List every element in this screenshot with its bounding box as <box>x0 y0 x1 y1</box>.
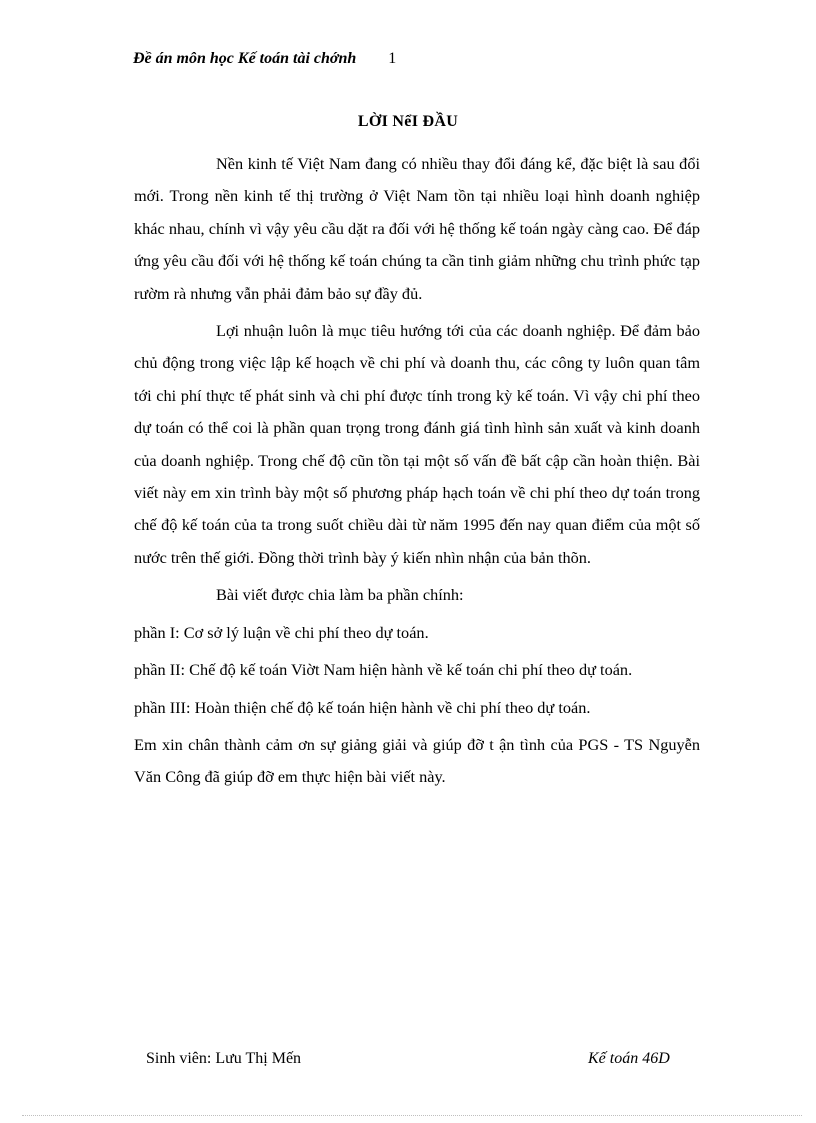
document-heading: LỜI NểI ĐẦU <box>357 113 459 130</box>
footer-class: Kế toán 46D <box>588 1050 670 1067</box>
page-number: 1 <box>388 50 397 67</box>
paragraph-thanks: Em xin chân thành cảm ơn sự giảng giải và giúp đỡ t ận tình của PGS - TS Nguyễn Văn Công đã giúp đỡ em thực hiện bài viết này. <box>134 734 700 787</box>
list-item-part-3: phần III: Hoàn thiện chế độ kế toán hiện hành về chi phí theo dự toán. <box>134 697 591 717</box>
page-header <box>133 50 396 68</box>
list-item-part-1: phần I: Cơ sở lý luận về chi phí theo dự toán. <box>134 622 429 642</box>
paragraph-structure: Bài viết được chia làm ba phần chính: <box>216 585 464 605</box>
paragraph-intro: Nền kinh tế Việt Nam đang có nhiều thay đổi đáng kể, đặc biệt là sau đổi mới. Trong nền kinh tế thị trường ở Việt Nam tồn tại nhiều loại hình doanh nghiệp khác nhau, chính vì vậy yêu cầu dặt ra đối với hệ thống kế toán ngày càng cao. Để đáp ứng yêu cầu đối với hệ thống kế toán chúng ta cần tinh giảm những chu trình phức tạp rườm rà nhưng vẫn phải đảm bảo sự đầy đủ. <box>134 154 700 303</box>
document-body <box>134 148 700 794</box>
list-item-part-2: phần II: Chế độ kế toán Viờt Nam hiện hành về kế toán chi phí theo dự toán. <box>134 660 633 680</box>
page-bottom-divider <box>22 1115 802 1116</box>
footer-student: Sinh viên: Lưu Thị Mến <box>146 1050 302 1067</box>
header-title: Đề án môn học Kế toán tài chớnh <box>133 50 357 67</box>
paragraph-profit: Lợi nhuận luôn là mục tiêu hướng tới của các doanh nghiệp. Để đảm bảo chủ động trong việc lập kế hoạch về chi phí và doanh thu, các công ty luôn quan tâm tới chi phí thực tế phát sinh và chi phí được tính trong kỳ kế toán. Vì vậy chi phí theo dự toán có thể coi là phần quan trọng trong đánh giá tình hình sản xuất và kinh doanh của doanh nghiệp. Trong chế độ cũn tồn tại một số vấn đề bất cập cần hoàn thiện. Bài viết này em xin trình bày một số phương pháp hạch toán về chi phí theo dự toán trong chế độ kế toán của ta trong suốt chiều dài từ năm 1995 đến nay quan điểm của một số nước trên thế giới. Đồng thời trình bày ý kiến nhìn nhận của bản thõn. <box>134 321 700 567</box>
